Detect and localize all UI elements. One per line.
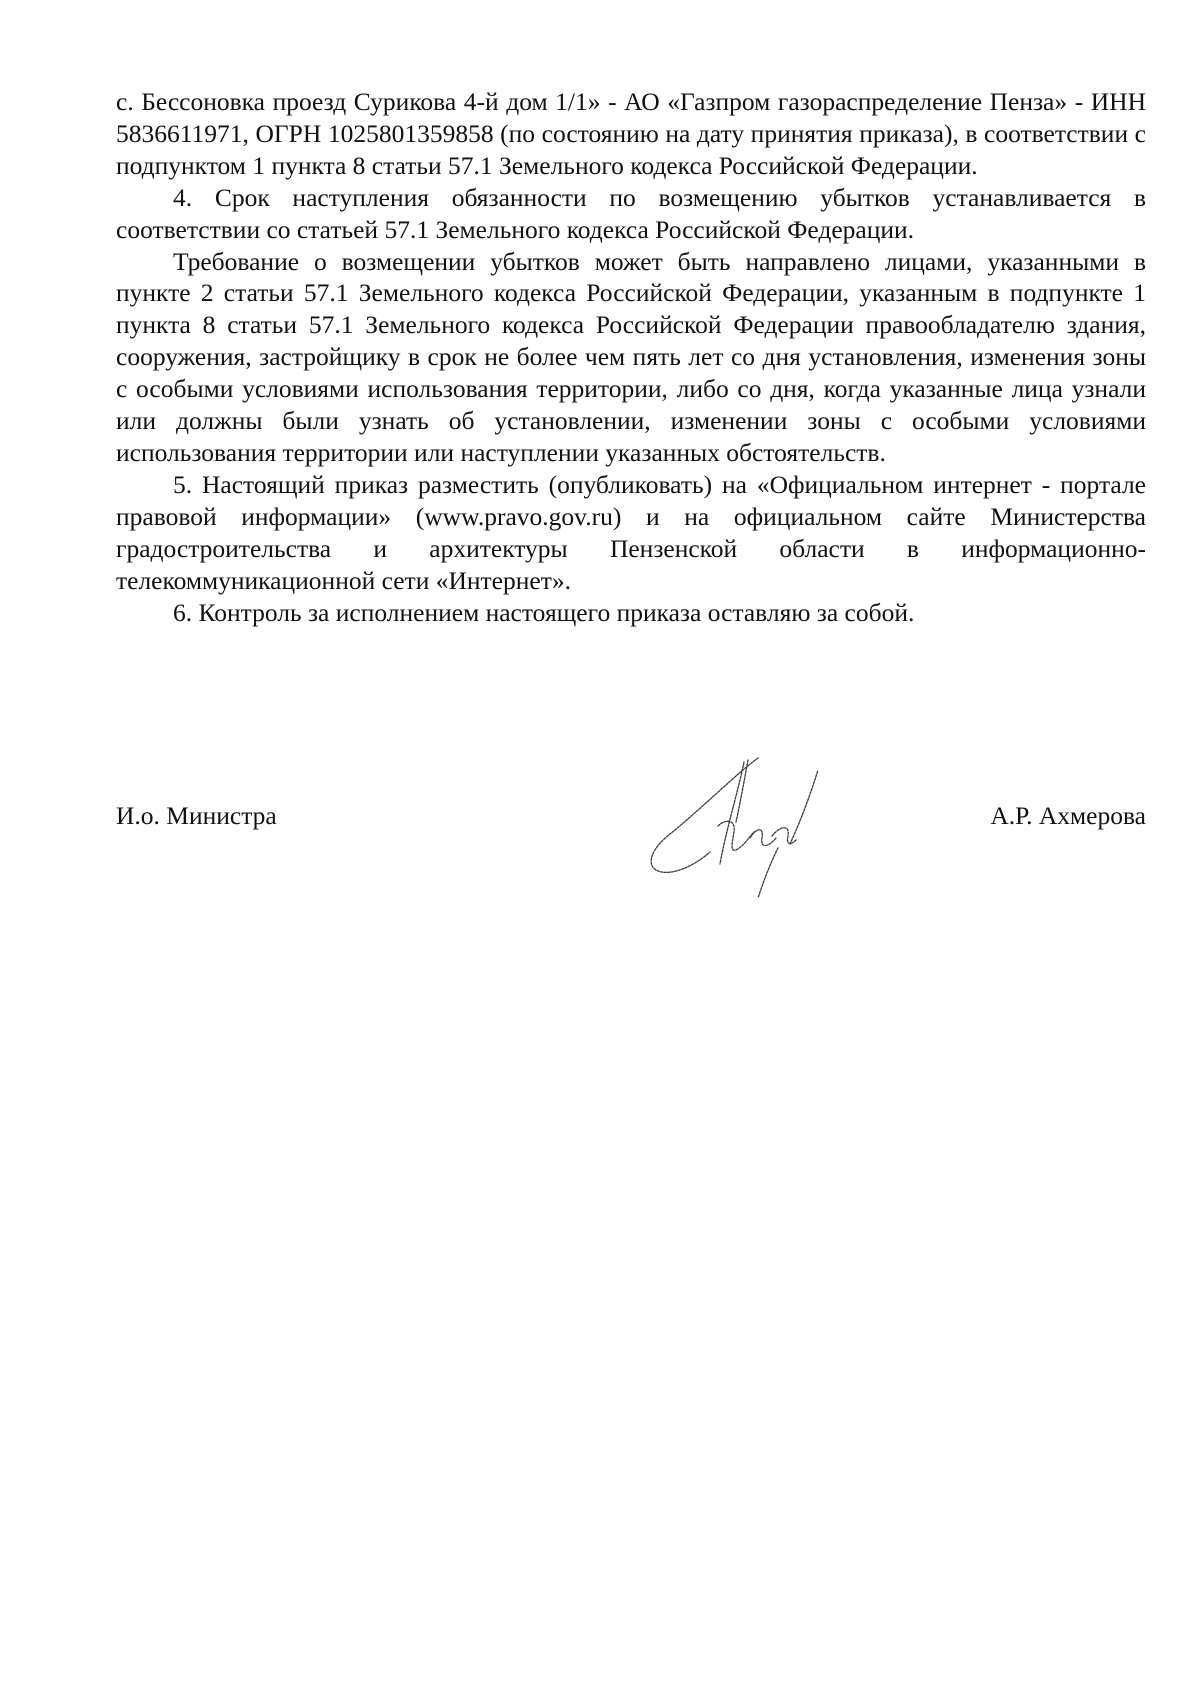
paragraph-item-5: 5. Настоящий приказ разместить (опубликовать) на «Официальном интернет - портале правовой информации» (www.pravo.gov.ru) и на официальном сайте Министерства градостроительства и архитектуры Пензенской области в информационно-телекоммуникационной сети «Интернет». xyxy=(116,469,1146,595)
paragraph-item-4: 4. Срок наступления обязанности по возмещению убытков устанавливается в соответствии со статьей 57.1 Земельного кодекса Российской Федерации. xyxy=(116,182,1146,244)
document-body xyxy=(116,86,1146,628)
paragraph-damages-claim: Требование о возмещении убытков может быть направлено лицами, указанными в пункте 2 статьи 57.1 Земельного кодекса Российской Федерации, указанным в подпункте 1 пункта 8 статьи 57.1 Земельного кодекса Российской Федерации правообладателю здания, сооружения, застройщику в срок не более чем пять лет со дня установления, изменения зоны с особыми условиями использования территории, либо со дня, когда указанные лица узнали или должны были узнать об установлении, изменении зоны с особыми условиями использования территории или наступлении указанных обстоятельств. xyxy=(116,246,1146,467)
signature-block xyxy=(116,800,1146,840)
paragraph-address-continuation: с. Бессоновка проезд Сурикова 4-й дом 1/1» - АО «Газпром газораспределение Пенза» - ИНН 5836611971, ОГРН 1025801359858 (по состоянию на дату принятия приказа), в соответствии с подпунктом 1 пункта 8 статьи 57.1 Земельного кодекса Российской Федерации. xyxy=(116,87,1146,180)
paragraph-item-6: 6. Контроль за исполнением настоящего приказа оставляю за собой. xyxy=(173,597,915,627)
handwritten-signature xyxy=(640,752,830,902)
signer-position: И.о. Министра xyxy=(116,801,277,830)
signer-name: А.Р. Ахмерова xyxy=(990,801,1146,830)
